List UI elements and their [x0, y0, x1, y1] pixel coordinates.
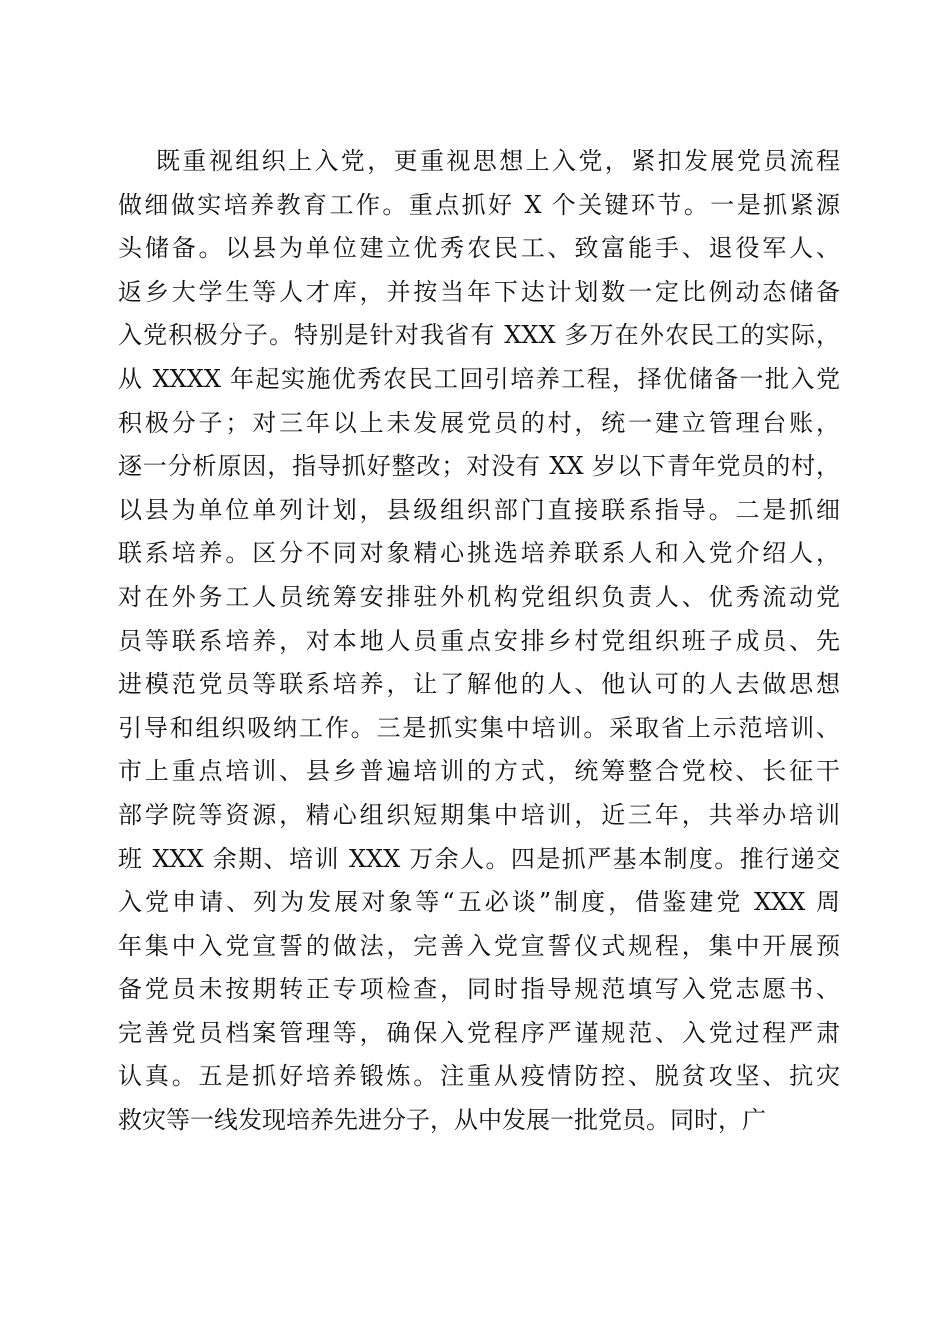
text-line: 头储备。以县为单位建立优秀农民工、致富能手、退役军人、: [118, 234, 840, 263]
text-line: 联系培养。区分不同对象精心挑选培养联系人和入党介绍人，: [118, 539, 840, 568]
text-line: 入党积极分子。特别是针对我省有 XXX 多万在外农民工的实际，: [118, 321, 840, 350]
text-line: 年集中入党宣誓的做法，完善入党宣誓仪式规程，集中开展预: [118, 931, 840, 960]
text-line: 备党员未按期转正专项检查，同时指导规范填写入党志愿书、: [118, 975, 840, 1004]
text-line: 返乡大学生等人才库，并按当年下达计划数一定比例动态储备: [118, 277, 840, 306]
text-line: 逐一分析原因，指导抓好整改；对没有 XX 岁以下青年党员的村，: [118, 452, 840, 481]
text-line: 市上重点培训、县乡普遍培训的方式，统筹整合党校、长征干: [118, 757, 840, 786]
text-line: 部学院等资源，精心组织短期集中培训，近三年，共举办培训: [118, 800, 840, 829]
text-line: 积极分子；对三年以上未发展党员的村，统一建立管理台账，: [118, 408, 840, 437]
text-line: 进模范党员等联系培养，让了解他的人、他认可的人去做思想: [118, 670, 840, 699]
text-line: 做细做实培养教育工作。重点抓好 X 个关键环节。一是抓紧源: [118, 190, 840, 219]
text-line: 引导和组织吸纳工作。三是抓实集中培训。采取省上示范培训、: [118, 713, 840, 742]
text-line: 以县为单位单列计划，县级组织部门直接联系指导。二是抓细: [118, 495, 840, 524]
text-line: 完善党员档案管理等，确保入党程序严谨规范、入党过程严肃: [118, 1018, 840, 1047]
text-line: 员等联系培养，对本地人员重点安排乡村党组织班子成员、先: [118, 626, 840, 655]
text-line: 从 XXXX 年起实施优秀农民工回引培养工程，择优储备一批入党: [118, 364, 840, 393]
text-line: 班 XXX 余期、培训 XXX 万余人。四是抓严基本制度。推行递交: [118, 844, 840, 873]
text-line: 救灾等一线发现培养先进分子，从中发展一批党员。同时，广: [118, 1106, 766, 1135]
text-line: 入党申请、列为发展对象等“五必谈”制度，借鉴建党 XXX 周: [118, 888, 840, 917]
text-line: 认真。五是抓好培养锻炼。注重从疫情防控、脱贫攻坚、抗灾: [118, 1062, 840, 1091]
body-paragraph: [118, 140, 840, 1143]
text-line: 对在外务工人员统筹安排驻外机构党组织负责人、优秀流动党: [118, 582, 840, 611]
text-line: 既重视组织上入党，更重视思想上入党，紧扣发展党员流程: [156, 147, 840, 175]
